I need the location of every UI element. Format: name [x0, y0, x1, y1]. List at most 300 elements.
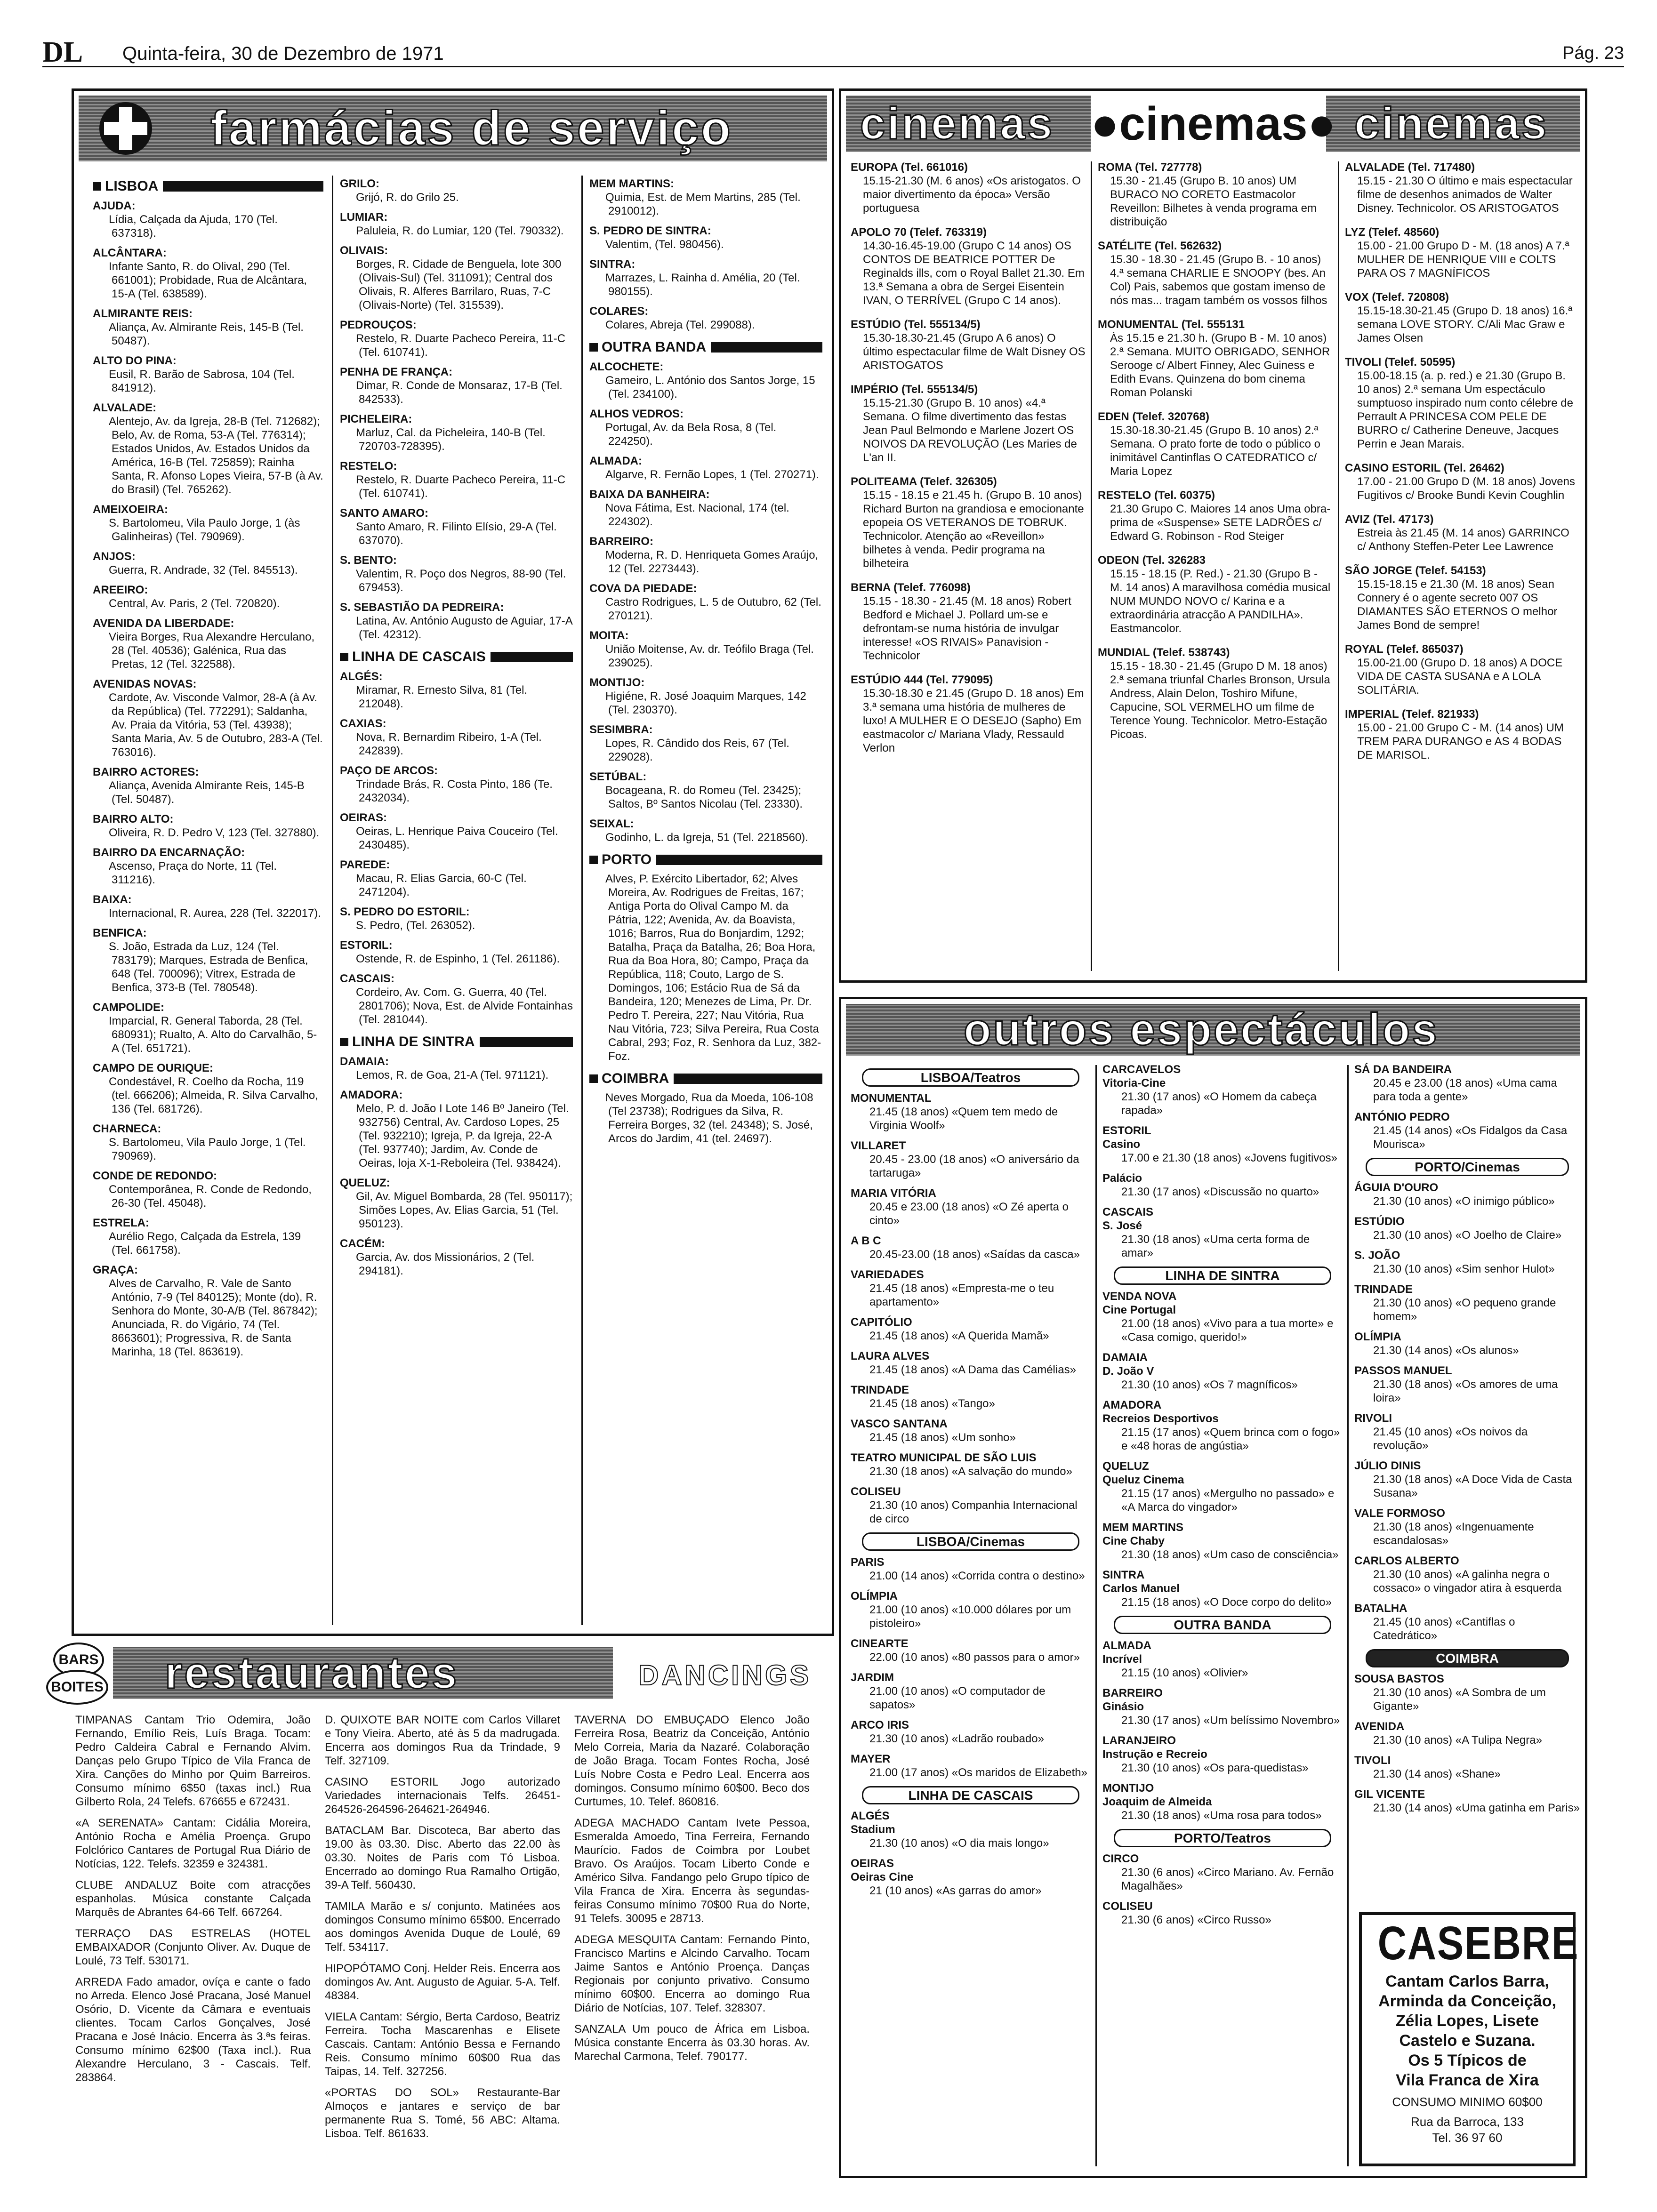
- pharmacy-entry: Central, Av. Paris, 2 (Tel. 720820).: [109, 597, 280, 610]
- region-pill: OUTRA BANDA: [1114, 1616, 1331, 1634]
- pharmacy-entry: Restelo, R. Duarte Pacheco Pereira, 11-C (Tel. 610741).: [356, 473, 566, 500]
- pharmacy-entry: Santo Amaro, R. Filinto Elísio, 29-A (Tel. 637070).: [356, 521, 557, 547]
- cinema-details: 15.15 - 18.30 - 21.45 (Grupo D M. 18 anos) 2.ª semana triunfal Charles Bronson, Ursula Andress, Alain Delon, Toshiro Mifune, Capucine, SOL VERMELHO um filme de Terence Young. Technicolor. Metro-Estação Picoas.: [1110, 660, 1330, 741]
- venue-name: CAPITÓLIO: [851, 1316, 912, 1329]
- casebre-ad: [1359, 1912, 1579, 2166]
- column-divider: [332, 176, 333, 1625]
- show-details: 21.30 (17 anos) «Discussão no quarto»: [1121, 1186, 1319, 1198]
- cinema-name: IMPÉRIO (Tel. 555134/5): [851, 383, 978, 396]
- show-details: 21.30 (14 anos) «Shane»: [1373, 1768, 1501, 1780]
- farmacias-column-2: [340, 171, 573, 1630]
- pharmacy-entry: Quimia, Est. de Mem Martins, 285 (Tel. 2910012).: [605, 191, 801, 217]
- show-details: 20.45-23.00 (18 anos) «Saídas da casca»: [869, 1248, 1080, 1261]
- cinemas-title-right: cinemas: [1354, 98, 1549, 149]
- casebre-address: Rua da Barroca, 133: [1411, 2115, 1524, 2129]
- cinemas-title-left: cinemas: [860, 98, 1054, 149]
- cinema-details: 15.00-18.15 (a. p. red.) e 21.30 (Grupo B. 10 anos) 2.ª semana Um espectáculo sumptuoso inspirado num conto célebre de Perrault A PRINCESA COM PELE DE BURRO c/ Catherine Deneuve, Jacques Perrin e Jean Marais.: [1357, 369, 1573, 450]
- show-details: 17.00 e 21.30 (18 anos) «Jovens fugitivos»: [1121, 1152, 1337, 1164]
- show-listing: [1102, 1063, 1343, 1117]
- venue-name: TRINDADE: [1354, 1283, 1413, 1296]
- pharmacy-entry: Alves de Carvalho, R. Vale de Santo António, 7-9 (Tel 840125); Monte (do), R. Senhora do Monte, 30-A/B (Tel. 867842); Anunciada, R. do Vigário, 74 (Tel. 8663601); Progressiva, R. de Santa Marinha, 18 (Tel. 863619).: [109, 1277, 318, 1358]
- show-listing: [851, 1383, 1091, 1411]
- pharmacy-entry: Higiéne, R. José Joaquim Marques, 142 (Tel. 230370).: [605, 690, 806, 716]
- cinema-name: RESTELO (Tel. 60375): [1098, 489, 1215, 502]
- venue-name: CARCAVELOS: [1102, 1063, 1181, 1076]
- show-listing: [1102, 1639, 1343, 1680]
- show-listing: [1102, 1398, 1343, 1453]
- locality-label: BAIXA DA BANHEIRA:: [589, 488, 710, 501]
- venue-name: GIL VICENTE: [1354, 1788, 1425, 1801]
- venue-name: ESTÚDIO: [1354, 1215, 1405, 1228]
- restaurant-ad: TIMPANAS Cantam Trio Odemira, João Fernando, Emílio Reis, Luís Braga. Tocam: Pedro Caldeira Cabral e Fernando Alvim. Danças pelo Grupo Típico de Vila Franca de Xira. Canções do Minho por Quim Barreiros. Consumo mínimo 6$50 (taxas incl.) Rua Gilberto Rola, 24 Telefs. 676655 e 672431.: [75, 1714, 311, 1808]
- locality-label: CAXIAS:: [340, 717, 386, 730]
- venue-name: CINEARTE: [851, 1637, 909, 1650]
- cinema-details: Às 15.15 e 21.30 h. (Grupo B - M. 10 anos) 2.ª Semana. MUITO OBRIGADO, SENHOR Serooge c/ Albert Finney, Alec Guiness e Edith Evans. Quinzena do bom cinema Roman Polanski: [1110, 332, 1330, 399]
- cinema-name: POLITEAMA (Telef. 326305): [851, 475, 997, 488]
- cinema-details: 15.30-18.30-21.45 (Grupo B. 10 anos) 2.ª Semana. O prato forte de todo o público o inimitável Cantinflas O CATEDRATICO c/ Maria Lopez: [1110, 424, 1320, 478]
- region-pill: PORTO/Teatros: [1114, 1829, 1331, 1847]
- cinema-name: SATÉLITE (Tel. 562632): [1098, 240, 1222, 252]
- locality-label: OEIRAS:: [340, 811, 387, 824]
- venue-name: ÁGUIA D'OURO: [1354, 1181, 1439, 1194]
- venue-subname: D. João V: [1102, 1365, 1154, 1378]
- show-details: 21.30 (10 anos) «A Tulipa Negra»: [1373, 1734, 1542, 1747]
- show-details: 21.30 (17 anos) «Um belíssimo Novembro»: [1121, 1714, 1340, 1727]
- show-details: 21.30 (10 anos) «O dia mais longo»: [869, 1837, 1049, 1850]
- restaurant-ad: «A SERENATA» Cantam: Cidália Moreira, António Rocha e Amélia Proença. Grupo Folclórico Cantares de Portugal Rua Diário de Notícias, 122. Telefs. 32359 e 324381.: [75, 1817, 311, 1870]
- venue-subname: Recreios Desportivos: [1102, 1412, 1219, 1425]
- square-bullet-icon: [589, 856, 598, 864]
- venue-name: SÁ DA BANDEIRA: [1354, 1063, 1452, 1076]
- venue-name: MARIA VITÓRIA: [851, 1187, 936, 1200]
- show-details: 21.15 (17 anos) «Quem brinca com o fogo» e «48 horas de angústia»: [1121, 1426, 1340, 1452]
- cinema-details: 15.15-18.15 e 21.30 (M. 18 anos) Sean Connery é o agente secreto 007 OS DIAMANTES SÃO ETERNOS O melhor James Bond de sempre!: [1357, 578, 1558, 632]
- page-number: Pág. 23: [1562, 43, 1624, 63]
- square-bullet-icon: [589, 1074, 598, 1083]
- show-listing: [851, 1451, 1091, 1478]
- locality-label: ALGÉS:: [340, 670, 383, 683]
- locality-label: QUELUZ:: [340, 1177, 390, 1189]
- heading-bar: [656, 855, 822, 865]
- region-heading-label: COIMBRA: [602, 1071, 669, 1086]
- restaurant-ad: ADEGA MESQUITA Cantam: Fernando Pinto, Francisco Martins e Alcindo Carvalho. Tocam Jaime Santos e António Proença. Danças Regionais por conjunto privativo. Consumo mínimo 60$00. Encerra ao domingo Rua Diário de Notícias, 107. Telef. 328307.: [574, 1933, 810, 2014]
- venue-name: VENDA NOVA: [1102, 1290, 1177, 1303]
- cinemas-column-1: [851, 160, 1086, 979]
- pharmacy-entry: S. João, Estrada da Luz, 124 (Tel. 783179); Marques, Estrada de Benfica, 648 (Tel. 700096); Vitrex, Estrada de Benfica, 373-B (Tel. 780548).: [109, 940, 308, 994]
- column-divider: [1347, 1065, 1349, 2166]
- casebre-line2: Arminda da Conceição,: [1378, 1992, 1556, 2010]
- show-listing: [1102, 1124, 1343, 1165]
- venue-name: BATALHA: [1354, 1602, 1408, 1615]
- show-details: 20.45 - 23.00 (18 anos) «O aniversário da tartaruga»: [869, 1153, 1079, 1179]
- show-details: 20.45 e 23.00 (18 anos) «O Zé aperta o cinto»: [869, 1201, 1069, 1227]
- show-listing: [1354, 1672, 1580, 1713]
- venue-name: SOUSA BASTOS: [1354, 1673, 1444, 1685]
- show-details: 22.00 (10 anos) «80 passos para o amor»: [869, 1651, 1080, 1664]
- farmacias-section: [72, 88, 834, 1636]
- pharmacy-entry: Guerra, R. Andrade, 32 (Tel. 845513).: [109, 564, 298, 577]
- show-details: 21.00 (14 anos) «Corrida contra o destino»: [869, 1570, 1085, 1582]
- venue-name: TRINDADE: [851, 1384, 909, 1396]
- pharmacy-entry: Lemos, R. de Goa, 21-A (Tel. 971121).: [356, 1069, 549, 1082]
- locality-label: MEM MARTINS:: [589, 177, 674, 190]
- venue-name: RIVOLI: [1354, 1412, 1392, 1425]
- pharmacy-entry: S. Bartolomeu, Vila Paulo Jorge, 1 (às Galinheiras) (Tel. 790969).: [109, 517, 300, 543]
- cinema-listing: [1345, 564, 1578, 632]
- show-details: 21.30 (18 anos) «A salvação do mundo»: [869, 1465, 1072, 1478]
- cinema-name: ESTÚDIO (Tel. 555134/5): [851, 318, 981, 331]
- cinema-listing: [851, 673, 1086, 755]
- locality-label: S. PEDRO DE SINTRA:: [589, 224, 711, 237]
- cinema-listing: [1098, 646, 1333, 741]
- cinemas-section: [839, 88, 1587, 983]
- show-listing: [1102, 1568, 1343, 1609]
- show-listing: [851, 1809, 1091, 1850]
- cinema-details: 15.30-18.30-21.45 (Grupo A 6 anos) O último espectacular filme de Walt Disney OS ARISTOGATOS: [863, 332, 1086, 372]
- cinema-details: 15.30 - 18.30 - 21.45 (Grupo B. - 10 anos) 4.ª semana CHARLIE E SNOOPY (bes. An Col) Pais, sabemos que gostam imenso de nós mas... tragam também os vossos filhos: [1110, 253, 1327, 307]
- restaurantes-column-1: [75, 1713, 311, 2156]
- venue-name: MEM MARTINS: [1102, 1521, 1183, 1534]
- show-details: 21.45 (18 anos) «A Dama das Camélias»: [869, 1363, 1076, 1376]
- bullet-icon: ●: [1307, 97, 1336, 150]
- cinema-listing: [1345, 225, 1578, 280]
- locality-label: RESTELO:: [340, 460, 397, 473]
- cinema-name: BERNA (Telef. 776098): [851, 581, 971, 594]
- locality-label: CASCAIS:: [340, 972, 395, 985]
- show-listing: [1102, 1290, 1343, 1344]
- pharmacy-entry: Infante Santo, R. do Olival, 290 (Tel. 661001); Probidade, Rua de Alcântara, 15-A (Tel. 638589).: [109, 260, 307, 300]
- cinema-name: ESTÚDIO 444 (Tel. 779095): [851, 673, 993, 686]
- pharmacy-entry: Valentim, R. Poço dos Negros, 88-90 (Tel. 679453).: [356, 568, 566, 594]
- venue-subname: Cine Chaby: [1102, 1535, 1165, 1547]
- column-divider: [581, 176, 583, 1625]
- venue-name: A B C: [851, 1234, 881, 1247]
- pharmacy-entry: Aurélio Rego, Calçada da Estrela, 139 (Tel. 661758).: [109, 1230, 301, 1257]
- cinema-details: 15.15 - 18.30 - 21.45 (M. 18 anos) Robert Bedford e Michael J. Pollard um-se e defrontam-se numa história de invulgar interesse! «OS RIVAIS» Panavision - Technicolor: [863, 595, 1071, 662]
- cinema-listing: [1098, 318, 1333, 400]
- restaurant-ad: ARREDA Fado amador, ovíça e cante o fado no Arreda. Elenco José Pracana, José Manuel Osório, D. Vicente da Câmara e eventuais clientes. Tocam Carlos Gonçalves, José Pracana e José Inácio. Encerra às 3.ªs feiras. Consumo mínimo 62$00 (Taxa incl.). Rua Alexandre Herculano, 3 - Cascais. Telf. 283864.: [75, 1976, 311, 2084]
- restaurant-ad: CASINO ESTORIL Jogo autorizado Variedades internacionais Telfs. 26451-264526-264596-264621-264946.: [325, 1776, 560, 1816]
- restaurant-ad: CLUBE ANDALUZ Boite com atracções espanholas. Música constante Calçada Marquês de Abrantes 64-66 Telf. 667264.: [75, 1879, 311, 1919]
- show-listing: [1102, 1781, 1343, 1822]
- cinema-details: 21.30 Grupo C. Maiores 14 anos Uma obra-prima de «Suspense» SETE LADRÕES c/ Edward G. Robinson - Rod Steiger: [1110, 503, 1331, 543]
- venue-subname: Carlos Manuel: [1102, 1582, 1180, 1595]
- heading-bar: [711, 342, 822, 353]
- show-details: 21.00 (10 anos) «10.000 dólares por um pistoleiro»: [869, 1603, 1071, 1630]
- cinema-listing: [1345, 290, 1578, 345]
- show-details: 21.30 (10 anos) «A Sombra de um Gigante»: [1373, 1686, 1546, 1713]
- locality-label: AMEIXOEIRA:: [93, 503, 169, 516]
- restaurant-ad: «PORTAS DO SOL» Restaurante-Bar Almoços e jantares e serviço de bar permanente Rua S. Tomé, 56 ABC: Altama. Lisboa. Telf. 861633.: [325, 2086, 560, 2140]
- cinema-listing: [1098, 489, 1333, 543]
- show-listing: [851, 1139, 1091, 1180]
- show-listing: [1102, 1521, 1343, 1562]
- cinema-name: EUROPA (Tel. 661016): [851, 161, 968, 174]
- locality-label: BAIXA:: [93, 893, 132, 906]
- outros-title: outros espectáculos: [964, 1004, 1439, 1055]
- show-details: 20.45 e 23.00 (18 anos) «Uma cama para toda a gente»: [1373, 1077, 1557, 1103]
- pharmacy-entry: Godinho, L. da Igreja, 51 (Tel. 2218560).: [605, 831, 808, 844]
- venue-name: QUELUZ: [1102, 1460, 1149, 1473]
- locality-label: S. BENTO:: [340, 554, 397, 567]
- restaurantes-section: [42, 1638, 834, 2160]
- show-listing: [1354, 1110, 1580, 1151]
- heading-bar: [491, 652, 573, 662]
- cinema-details: 15.15-21.30 (M. 6 anos) «Os aristogatos. O maior divertimento da época» Versão portuguesa: [863, 175, 1081, 215]
- show-listing: [851, 1718, 1091, 1746]
- region-pill: PORTO/Cinemas: [1366, 1158, 1569, 1176]
- pharmacy-entry: Dimar, R. Conde de Monsaraz, 17-B (Tel. 842533).: [356, 379, 563, 406]
- heading-bar: [480, 1037, 573, 1047]
- pharmacy-entry: Bocageana, R. do Romeu (Tel. 23425); Saltos, Bº Santos Nicolau (Tel. 23330).: [605, 784, 803, 810]
- show-listing: [1354, 1787, 1580, 1815]
- locality-label: PAÇO DE ARCOS:: [340, 764, 438, 777]
- show-listing: [1102, 1459, 1343, 1514]
- bars-boites-badge: [46, 1643, 107, 1704]
- show-details: 21.30 (6 anos) «Circo Mariano. Av. Fernão Magalhães»: [1121, 1866, 1334, 1892]
- show-listing: [851, 1485, 1091, 1526]
- locality-label: AMADORA:: [340, 1089, 403, 1101]
- pharmacy-entry: Contemporânea, R. Conde de Redondo, 26-30 (Tel. 45048).: [109, 1183, 312, 1210]
- pharmacy-entry: Marluz, Cal. da Picheleira, 140-B (Tel. 720703-728395).: [356, 426, 546, 453]
- locality-label: AREEIRO:: [93, 584, 148, 596]
- cinema-name: SÃO JORGE (Telef. 54153): [1345, 564, 1486, 577]
- show-details: 21.45 (10 anos) «Cantiflas o Catedrático»: [1373, 1616, 1515, 1642]
- show-listing: [851, 1186, 1091, 1227]
- show-listing: [1102, 1351, 1343, 1392]
- pharmacy-entry: Gameiro, L. António dos Santos Jorge, 15 (Tel. 234100).: [605, 374, 815, 401]
- square-bullet-icon: [589, 343, 598, 352]
- pharmacy-entry: Gil, Av. Miguel Bombarda, 28 (Tel. 950117); Simões Lopes, Av. Elias Garcia, 51 (Tel. 950123).: [356, 1190, 573, 1230]
- pharmacy-entry: Portugal, Av. da Bela Rosa, 8 (Tel. 224250).: [605, 421, 777, 448]
- venue-name: S. JOÃO: [1354, 1249, 1400, 1262]
- pharmacy-entry: Colares, Abreja (Tel. 299088).: [605, 319, 755, 331]
- show-details: 21.30 (18 anos) «Uma rosa para todos»: [1121, 1809, 1322, 1822]
- square-bullet-icon: [340, 1038, 348, 1046]
- cinema-details: 15.00 - 21.00 Grupo D - M. (18 anos) A 7.ª MULHER DE HENRIQUE VIII e COLTS PARA OS 7 MAGNÍFICOS: [1357, 240, 1569, 280]
- cinemas-title-main: cinemas: [1119, 97, 1308, 150]
- restaurantes-column-2: [325, 1713, 560, 2156]
- pharmacy-entry: S. Pedro, (Tel. 263052).: [356, 919, 475, 932]
- venue-name: OLÍMPIA: [851, 1590, 898, 1603]
- casebre-line3: Zélia Lopes, Lisete Castelo e Suzana.: [1395, 2012, 1539, 2050]
- cinema-listing: [1098, 239, 1333, 307]
- pharmacy-entry: Algarve, R. Fernão Lopes, 1 (Tel. 270271).: [605, 468, 819, 481]
- cinema-name: ODEON (Tel. 326283: [1098, 554, 1206, 567]
- pharmacy-entry: S. Bartolomeu, Vila Paulo Jorge, 1 (Tel. 790969).: [109, 1136, 306, 1162]
- region-heading-label: OUTRA BANDA: [602, 339, 707, 355]
- pharmacy-entry: Aliança, Avenida Almirante Reis, 145-B (Tel. 50487).: [109, 779, 305, 806]
- show-details: 21.30 (6 anos) «Circo Russo»: [1121, 1914, 1271, 1926]
- cinema-name: TIVOLI (Telef. 50595): [1345, 356, 1456, 369]
- show-details: 21.30 (18 anos) «Um caso de consciência»: [1121, 1548, 1339, 1561]
- locality-label: COVA DA PIEDADE:: [589, 582, 697, 595]
- venue-subname: Stadium: [851, 1823, 895, 1836]
- locality-label: CACÉM:: [340, 1237, 385, 1250]
- cinema-listing: [851, 475, 1086, 570]
- venue-name: JARDIM: [851, 1671, 894, 1684]
- venue-name: VARIEDADES: [851, 1268, 924, 1281]
- cinema-name: ALVALADE (Tel. 717480): [1345, 161, 1475, 174]
- venue-name: OLÍMPIA: [1354, 1330, 1401, 1343]
- locality-label: LUMIAR:: [340, 211, 388, 224]
- cinema-details: 14.30-16.45-19.00 (Grupo C 14 anos) OS CONTOS DE BEATRICE POTTER De Reginalds ills, com o Royal Ballet 21.30. Em 13.ª Semana a obra de Sergei Eisentein IVAN, O TERRÍVEL (Grupo C 14 anos).: [863, 240, 1085, 307]
- restaurantes-column-3: [574, 1713, 810, 2156]
- cinemas-banner: [846, 96, 1580, 152]
- casebre-consumo: CONSUMO MINIMO 60$00: [1392, 2095, 1543, 2109]
- cinema-details: 15.30 - 21.45 (Grupo B. 10 anos) UM BURACO NO CORETO Eastmacolor Reveillon: Bilhetes à venda programa em distribuição: [1110, 175, 1317, 228]
- pharmacy-entry: Garcia, Av. dos Missionários, 2 (Tel. 294181).: [356, 1251, 535, 1277]
- cinema-listing: [1345, 355, 1578, 451]
- show-details: 21.30 (17 anos) «O Homem da cabeça rapada»: [1121, 1090, 1317, 1117]
- show-details: 21.45 (18 anos) «A Querida Mamã»: [869, 1330, 1049, 1342]
- region-heading: [340, 650, 573, 664]
- region-heading: [589, 853, 822, 866]
- locality-label: ALMADA:: [589, 455, 642, 467]
- cinema-name: VOX (Telef. 720808): [1345, 291, 1449, 304]
- locality-label: PENHA DE FRANÇA:: [340, 366, 453, 378]
- pharmacy-entry: Borges, R. Cidade de Benguela, lote 300 (Olivais-Sul) (Tel. 311091); Central dos Olivais, R. Alferes Barrilaro, Ruas, 7-C (Olivais-Norte) (Tel. 315539).: [356, 258, 562, 312]
- show-details: 21.45 (18 anos) «Um sonho»: [869, 1431, 1016, 1444]
- cinema-details: 15.15-18.30-21.45 (Grupo D. 18 anos) 16.ª semana LOVE STORY. C/Ali Mac Graw e James Olsen: [1357, 305, 1573, 345]
- venue-name: CIRCO: [1102, 1852, 1139, 1865]
- region-heading: [589, 340, 822, 354]
- locality-label: SANTO AMARO:: [340, 507, 428, 520]
- region-heading-label: LINHA DE SINTRA: [352, 1034, 475, 1050]
- locality-label: ANJOS:: [93, 550, 136, 563]
- locality-label: BAIRRO DA ENCARNAÇÃO:: [93, 846, 245, 859]
- region-pill: LISBOA/Teatros: [862, 1068, 1079, 1087]
- show-listing: [851, 1315, 1091, 1343]
- locality-label: S. PEDRO DO ESTORIL:: [340, 906, 470, 918]
- venue-subname: Ginásio: [1102, 1700, 1144, 1713]
- show-details: 21.45 (14 anos) «Os Fidalgos da Casa Mourisca»: [1373, 1124, 1568, 1151]
- pharmacy-entry: Nova, R. Bernardim Ribeiro, 1-A (Tel. 242839).: [356, 731, 542, 757]
- show-details: 21.30 (10 anos) «O inimigo público»: [1373, 1195, 1555, 1208]
- venue-name: LARANJEIRO: [1102, 1734, 1176, 1747]
- restaurant-ad: BATACLAM Bar. Discoteca, Bar aberto das 19.00 às 03.30. Disc. Aberto das 22.00 às 03.30. Noites de Paris com Tó Lisboa. Encerrado ao domingo Rua Ramalho Ortigão, 39-A Telf. 560430.: [325, 1824, 560, 1891]
- show-listing: [851, 1637, 1091, 1664]
- venue-name: AVENIDA: [1354, 1720, 1405, 1733]
- locality-label: MOITA:: [589, 629, 629, 642]
- cinema-name: AVIZ (Tel. 47173): [1345, 513, 1434, 526]
- locality-label: SESIMBRA:: [589, 723, 653, 736]
- casebre-name: CASEBRE: [1377, 1917, 1579, 1970]
- show-listing: [1354, 1249, 1580, 1276]
- show-details: 21.00 (17 anos) «Os maridos de Elizabeth»: [869, 1766, 1087, 1779]
- cinemas-column-3: [1345, 160, 1578, 979]
- cinema-name: MUNDIAL (Telef. 538743): [1098, 646, 1230, 659]
- locality-label: GRILO:: [340, 177, 379, 190]
- column-divider: [1095, 1065, 1097, 2166]
- pharmacy-entry: Ascenso, Praça do Norte, 11 (Tel. 311216).: [109, 860, 277, 886]
- region-pill: LINHA DE CASCAIS: [862, 1786, 1079, 1804]
- pharmacy-entry: Cordeiro, Av. Com. G. Guerra, 40 (Tel. 2801706); Nova, Est. de Alvide Fontainhas (Tel. 281044).: [356, 986, 573, 1026]
- show-listing: [1354, 1063, 1580, 1104]
- casebre-line1: Cantam Carlos Barra,: [1385, 1972, 1549, 1990]
- boites-badge-circle: BOITES: [46, 1670, 108, 1705]
- venue-name: LAURA ALVES: [851, 1350, 930, 1362]
- locality-label: CAMPOLIDE:: [93, 1001, 164, 1014]
- show-listing: [851, 1857, 1091, 1898]
- show-listing: [851, 1234, 1091, 1261]
- region-pill: LISBOA/Cinemas: [862, 1532, 1079, 1551]
- bullet-icon: ●: [1091, 97, 1119, 150]
- pharmacy-entry: Castro Rodrigues, L. 5 de Outubro, 62 (Tel. 270121).: [605, 596, 821, 622]
- outros-column-3: [1354, 1063, 1580, 1900]
- show-details: 21.15 (18 anos) «O Doce corpo do delito»: [1121, 1596, 1332, 1609]
- pharmacy-entry: Paluleia, R. do Lumiar, 120 (Tel. 790332).: [356, 224, 564, 237]
- venue-name: MONUMENTAL: [851, 1092, 932, 1105]
- cinema-listing: [1345, 160, 1578, 215]
- pharmacy-entry: Restelo, R. Duarte Pacheco Pereira, 11-C (Tel. 610741).: [356, 332, 566, 359]
- show-listing: [851, 1671, 1091, 1712]
- locality-label: DAMAIA:: [340, 1055, 389, 1068]
- show-listing: [1354, 1411, 1580, 1452]
- show-listing: [1102, 1205, 1343, 1260]
- show-details: 21.30 (10 anos) Companhia Internacional de circo: [869, 1499, 1078, 1525]
- venue-name: PASSOS MANUEL: [1354, 1364, 1452, 1377]
- region-pill: COIMBRA: [1366, 1649, 1569, 1667]
- show-listing: [1354, 1720, 1580, 1747]
- show-details: 21.00 (10 anos) «O computador de sapatos»: [869, 1685, 1046, 1711]
- show-listing: [1354, 1459, 1580, 1500]
- restaurant-ad: SANZALA Um pouco de África em Lisboa. Música constante Encerra às 03.30 horas. Av. Marechal Carmona, Telef. 790177.: [574, 2023, 810, 2063]
- casebre-tel: Tel. 36 97 60: [1432, 2131, 1503, 2145]
- venue-subname: Casino: [1102, 1138, 1141, 1151]
- cinema-name: MONUMENTAL (Tel. 555131: [1098, 318, 1245, 331]
- region-pill: LINHA DE SINTRA: [1114, 1266, 1331, 1285]
- farmacias-title: farmácias de serviço: [210, 101, 733, 156]
- farmacias-banner: [79, 96, 827, 161]
- show-details: 21.30 (18 anos) «A Doce Vida de Casta Susana»: [1373, 1473, 1572, 1499]
- pharmacy-entry: Neves Morgado, Rua da Moeda, 106-108 (Tel 23738); Rodrigues da Silva, R. Ferreira Borges, 32 (tel. 24348); S. José, Arcos do Jardim, 41 (tel. 24697).: [605, 1091, 813, 1145]
- restaurant-ad: TAVERNA DO EMBUÇADO Elenco João Ferreira Rosa, Beatriz da Conceição, António Melo Correia, Maria da Nazaré. Colaboração de João Braga. Tocam Fontes Rocha, José Luís Nobre Costa e Pedro Leal. Encerra aos domingos. Consumo mínimo 60$00. Beco dos Curtumes, 10. Telef. 860816.: [574, 1714, 810, 1808]
- cinema-listing: [851, 225, 1086, 307]
- venue-name: OEIRAS: [851, 1857, 894, 1870]
- locality-label: SINTRA:: [589, 258, 635, 271]
- show-details: 21.45 (18 anos) «Tango»: [869, 1397, 995, 1410]
- pharmacy-entry: Imparcial, R. General Taborda, 28 (Tel. 680931); Rualto, A. Alto do Carvalhão, 5-A (Tel. 651721).: [109, 1015, 317, 1055]
- cinema-listing: [1345, 642, 1578, 697]
- cinema-details: 15.30-18.30 e 21.45 (Grupo D. 18 anos) Em 3.ª semana uma história de mulheres de luxo! A MULHER E O DESEJO (Sapho) Em eastmacolor c/ Mariana Vlady, Ressauld Verlon: [863, 687, 1084, 754]
- show-listing: [1354, 1602, 1580, 1643]
- show-details: 21.00 (18 anos) «Vivo para a tua morte» e «Casa comigo, querido!»: [1121, 1317, 1334, 1344]
- show-listing: [851, 1091, 1091, 1132]
- cinema-listing: [851, 318, 1086, 372]
- pharmacy-entry: Cardote, Av. Visconde Valmor, 28-A (à Av. da República) (Tel. 772291); Saldanha, Av. Praia da Vitória, 53 (Tel. 43938); Santa Maria, Av. 5 de Outubro, 283-A (Tel. 763016).: [109, 691, 323, 759]
- locality-label: CAMPO DE OURIQUE:: [93, 1062, 214, 1074]
- cinema-listing: [1345, 461, 1578, 502]
- locality-label: ALCÂNTARA:: [93, 247, 167, 259]
- dancings-label: DANCINGS: [638, 1659, 812, 1691]
- show-details: 21.30 (10 anos) «O pequeno grande homem»: [1373, 1297, 1556, 1323]
- venue-name: CASCAIS: [1102, 1206, 1154, 1218]
- pharmacy-entry: Melo, P. d. João I Lote 146 Bº Janeiro (Tel. 932756) Central, Av. Cardoso Lopes, 25 (Tel. 932210); Igreja, P. da Igreja, 22-A (Tel. 937740); Jardim, Av. Conde de Oeiras, loja X-1-Reboleira (Tel. 938424).: [356, 1102, 569, 1170]
- outros-section: [839, 997, 1587, 2178]
- locality-label: OLIVAIS:: [340, 244, 388, 257]
- locality-label: AJUDA:: [93, 200, 136, 212]
- show-details: 21.30 (10 anos) «A galinha negra o cossaco» o vingador atira à esquerda: [1373, 1568, 1562, 1595]
- cinema-details: 15.15 - 18.15 e 21.45 h. (Grupo B. 10 anos) Richard Burton na grandiosa e emocionante epopeia OS VETERANOS DE TOBRUK. Technicolor. Atenção ao «Reveillon» bilhetes à venda. Pedir programa na bilheteira: [863, 489, 1084, 570]
- region-heading-label: PORTO: [602, 852, 652, 867]
- show-details: 21.30 (10 anos) «Sim senhor Hulot»: [1373, 1263, 1555, 1275]
- venue-subname: Vitoria-Cine: [1102, 1077, 1166, 1090]
- outros-column-1: [851, 1063, 1091, 2173]
- heading-bar: [674, 1074, 822, 1084]
- show-details: 21.15 (17 anos) «Mergulho no passado» e «A Marca do vingador»: [1121, 1487, 1335, 1514]
- locality-label: BENFICA:: [93, 927, 147, 939]
